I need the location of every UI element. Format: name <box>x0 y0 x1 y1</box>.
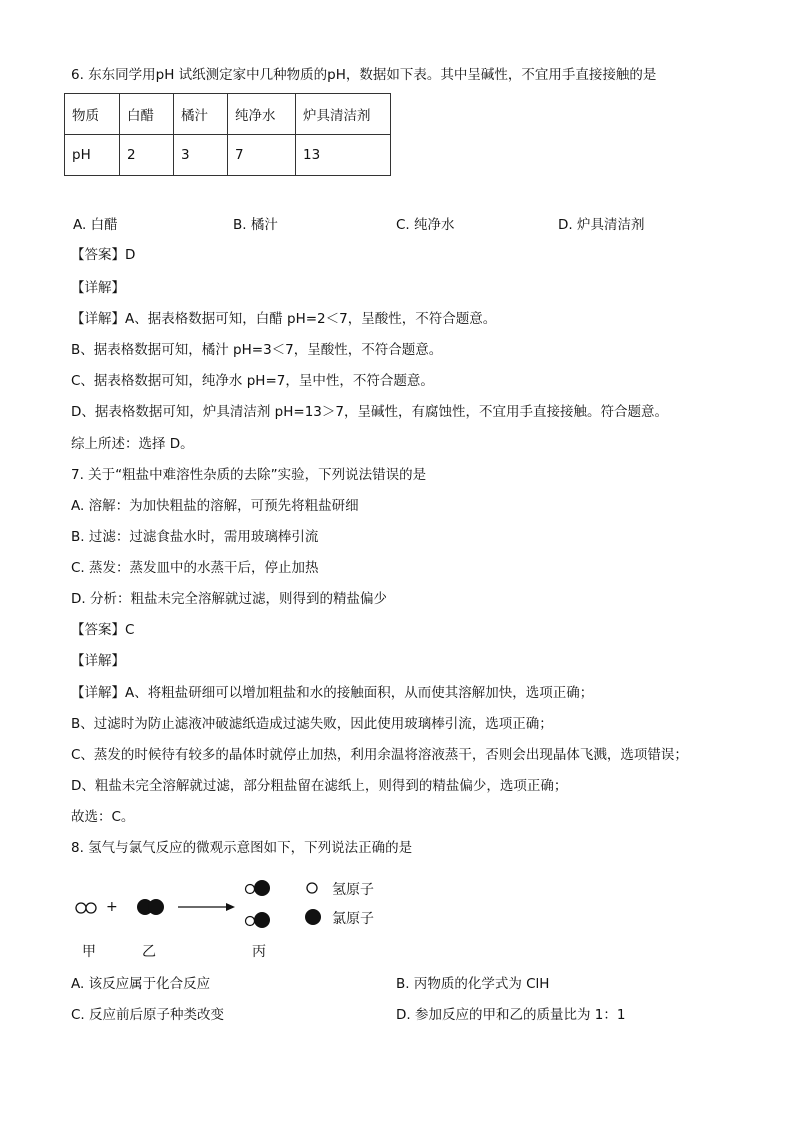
q6-detail-title: 【详解】 <box>71 280 125 296</box>
table-cell: 橘汁 <box>174 94 228 135</box>
table-cell: 炉具清洁剂 <box>296 94 391 135</box>
q7-detail-line: D、粗盐未完全溶解就过滤，部分粗盐留在滤纸上，则得到的精盐偏少，选项正确； <box>71 778 568 794</box>
ph-table <box>64 93 391 176</box>
q6-detail-line: C、据表格数据可知，纯净水 pH=7，呈中性，不符合题意。 <box>71 373 434 389</box>
q6-option-b: B. 橘汁 <box>233 217 278 233</box>
label-jia: 甲 <box>82 944 96 960</box>
q6-option-c: C. 纯净水 <box>396 217 455 233</box>
q8-option-b: B. 丙物质的化学式为 ClH <box>396 976 550 992</box>
q7-detail-line: 【详解】A、将粗盐研细可以增加粗盐和水的接触面积，从而使其溶解加快，选项正确； <box>71 685 594 701</box>
table-cell: 7 <box>228 135 296 176</box>
chlorine-atom-icon <box>305 909 321 925</box>
q7-detail-line: B、过滤时为防止滤液冲破滤纸造成过滤失败，因此使用玻璃棒引流，选项正确； <box>71 716 553 732</box>
table-row <box>65 94 391 135</box>
table-cell: 物质 <box>65 94 120 135</box>
arrow-right-icon <box>178 903 235 911</box>
q8-option-c: C. 反应前后原子种类改变 <box>71 1007 225 1023</box>
q6-option-a: A. 白醋 <box>73 217 118 233</box>
q6-detail-line: 【详解】A、据表格数据可知，白醋 pH=2＜7，呈酸性，不符合题意。 <box>71 311 497 327</box>
reaction-diagram <box>60 870 480 970</box>
q7-option-c: C. 蒸发：蒸发皿中的水蒸干后，停止加热 <box>71 560 319 576</box>
label-yi: 乙 <box>142 944 156 960</box>
q8-option-d: D. 参加反应的甲和乙的质量比为 1：1 <box>396 1007 626 1023</box>
q7-detail-line: 故选：C。 <box>71 809 135 825</box>
q7-detail-title: 【详解】 <box>71 653 125 669</box>
q6-detail-line: 综上所述：选择 D。 <box>71 436 194 452</box>
table-cell: pH <box>65 135 120 176</box>
q6-option-d: D. 炉具清洁剂 <box>558 217 645 233</box>
q7-stem: 7. 关于“粗盐中难溶性杂质的去除”实验，下列说法错误的是 <box>71 467 427 483</box>
q7-option-d: D. 分析：粗盐未完全溶解就过滤，则得到的精盐偏少 <box>71 591 387 607</box>
table-cell: 白醋 <box>120 94 174 135</box>
q7-answer: 【答案】C <box>71 622 135 638</box>
q6-detail-line: D、据表格数据可知，炉具清洁剂 pH=13＞7，呈碱性，有腐蚀性，不宜用手直接接触。符合题意。 <box>71 404 668 420</box>
q7-option-a: A. 溶解：为加快粗盐的溶解，可预先将粗盐研细 <box>71 498 359 514</box>
chlorine-molecule-icon <box>137 899 164 915</box>
label-bing: 丙 <box>252 944 266 960</box>
hcl-molecule-icon <box>246 880 271 896</box>
hcl-molecule-icon <box>246 912 271 928</box>
q7-option-b: B. 过滤：过滤食盐水时，需用玻璃棒引流 <box>71 529 319 545</box>
reaction-svg <box>60 870 480 970</box>
plus-sign: + <box>106 899 118 915</box>
q8-stem: 8. 氢气与氯气反应的微观示意图如下，下列说法正确的是 <box>71 840 413 856</box>
legend-hydrogen: 氢原子 <box>332 882 374 898</box>
hydrogen-molecule-icon <box>76 903 96 913</box>
table-cell: 纯净水 <box>228 94 296 135</box>
table-row <box>65 135 391 176</box>
table-cell: 13 <box>296 135 391 176</box>
q6-stem: 6. 东东同学用pH 试纸测定家中几种物质的pH，数据如下表。其中呈碱性，不宜用手直接接触的是 <box>71 67 657 83</box>
q7-detail-line: C、蒸发的时候待有较多的晶体时就停止加热，利用余温将溶液蒸干，否则会出现晶体飞溅，选项错误； <box>71 747 688 763</box>
legend-chlorine: 氯原子 <box>332 911 374 927</box>
hydrogen-atom-icon <box>307 883 317 893</box>
q6-detail-line: B、据表格数据可知，橘汁 pH=3＜7，呈酸性，不符合题意。 <box>71 342 443 358</box>
q8-option-a: A. 该反应属于化合反应 <box>71 976 211 992</box>
table-cell: 3 <box>174 135 228 176</box>
q6-answer: 【答案】D <box>71 247 136 263</box>
table-cell: 2 <box>120 135 174 176</box>
